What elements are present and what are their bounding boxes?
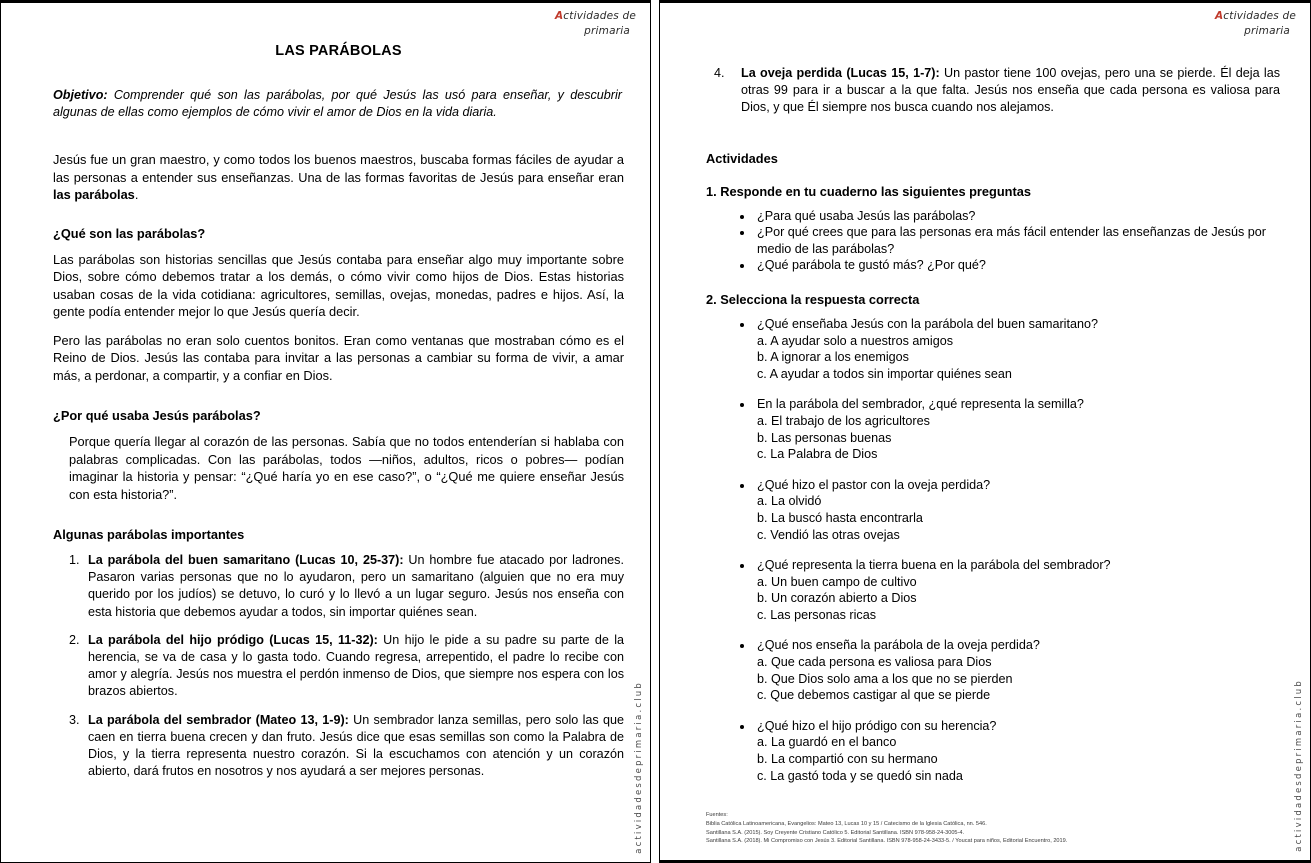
worksheet-page-left [0, 0, 651, 863]
parable-4-title: La oveja perdida (Lucas 15, 1-7): [741, 66, 940, 80]
heading-por-que-usaba: ¿Por qué usaba Jesús parábolas? [53, 408, 261, 423]
parable-2-body: Un hijo le pide a su padre su parte de la herencia, se va de casa y lo gasta todo. Cuando regresa, arrepentido, el padre lo recibe con amor y alegría. Jesús nos muestra el perdón inmenso de Dios, que siempre nos espera con los brazos abiertos. [88, 632, 624, 699]
right-page-content [660, 3, 1310, 860]
sources-label: Fuentes: [706, 811, 728, 818]
left-page-content [1, 3, 650, 862]
parable-1-body: Un hombre fue atacado por ladrones. Pasaron varias personas que no lo ayudaron, pero un samaritano (alguien que no era muy querido por los judíos) se detuvo, lo curó y lo llevó a un lugar seguro. Jesús nos enseña con esta historia que debemos ayudar a todos, sin importar quiénes sean. [88, 553, 624, 619]
page-title: LAS PARÁBOLAS [275, 43, 402, 59]
mc-question-text: ¿Qué enseñaba Jesús con la parábola del buen samaritano? [757, 316, 1098, 331]
list-item-mc-question [754, 637, 1280, 703]
parable-4-number: 4. [714, 66, 725, 80]
objective-text: Comprender qué son las parábolas, por qué Jesús las usó para enseñar, y descubrir algunas de ellas como ejemplos de cómo vivir el amor de Dios en la vida diaria. [53, 88, 622, 119]
mc-question-text: ¿Qué hizo el hijo pródigo con su herencia? [757, 718, 997, 733]
activity-1-heading: 1. Responde en tu cuaderno las siguientes preguntas [706, 183, 1031, 199]
parable-1-title: La parábola del buen samaritano (Lucas 10, 25-37): [88, 553, 404, 567]
mc-option-c[interactable]: c. A ayudar a todos sin importar quiénes sean [757, 366, 1012, 381]
brand-initial-right: A [1214, 10, 1224, 22]
activity-2-heading: 2. Selecciona la respuesta correcta [706, 291, 920, 307]
list-item-parable-3 [83, 712, 624, 781]
parable-4-body: Un pastor tiene 100 ovejas, pero una se pierde. Él deja las otras 99 para ir a buscar a la que falta. Jesús nos enseña que cada persona es valiosa para Dios, y que Él siempre nos busca cuando nos alejamos. [741, 66, 1280, 115]
mc-option-b[interactable]: b. La compartió con su hermano [757, 752, 938, 767]
mc-option-c[interactable]: c. La Palabra de Dios [757, 447, 878, 462]
list-item-parable-2 [83, 632, 624, 701]
heading-que-son-las-parabolas: ¿Qué son las parábolas? [53, 225, 206, 241]
mc-option-c[interactable]: c. Vendió las otras ovejas [757, 527, 900, 542]
source-line: Santillana S.A. (2018). Mi Compromiso con Jesús 3. Editorial Santillana. ISBN 978-958-24-3433-5. / Youcat para niños, Editorial Encuentro, 2019. [706, 838, 1068, 845]
list-item-mc-question [754, 396, 1280, 462]
brand-initial: A [554, 10, 564, 22]
list-item-parable-1 [83, 552, 624, 621]
list-item-mc-question [754, 557, 1280, 623]
intro-text-a: Jesús fue un gran maestro, y como todos los buenos maestros, buscaba formas fáciles de ayudar a las personas a entender sus enseñanzas. Una de las formas favoritas de Jesús para enseñar eran [53, 152, 624, 185]
mc-question-text: ¿Qué representa la tierra buena en la parábola del sembrador? [757, 558, 1111, 573]
mc-option-a[interactable]: a. La olvidó [757, 494, 822, 509]
mc-option-a[interactable]: a. Que cada persona es valiosa para Dios [757, 655, 992, 670]
mc-option-b[interactable]: b. A ignorar a los enemigos [757, 350, 909, 365]
multiple-choice-list [706, 316, 1280, 784]
objective-block [53, 87, 624, 121]
mc-option-a[interactable]: a. El trabajo de los agricultores [757, 413, 930, 428]
mc-option-b[interactable]: b. La buscó hasta encontrarla [757, 510, 923, 525]
list-item-mc-question [754, 477, 1280, 543]
mc-question-text: ¿Qué nos enseña la parábola de la oveja perdida? [757, 638, 1040, 653]
list-item-parable-4 [714, 65, 1280, 117]
list-item-mc-question [754, 718, 1280, 784]
parable-2-title: La parábola del hijo pródigo (Lucas 15, 11-32): [88, 632, 378, 647]
parable-3-title: La parábola del sembrador (Mateo 13, 1-9): [88, 712, 349, 727]
intro-text-c: . [134, 187, 139, 202]
mc-option-a[interactable]: a. La guardó en el banco [757, 735, 897, 750]
mc-option-b[interactable]: b. Las personas buenas [757, 430, 892, 445]
brand-line2: primaria [584, 25, 630, 37]
sources-footer [706, 811, 1280, 846]
list-item-open-question: • ¿Para qué usaba Jesús las parábolas? [754, 208, 1280, 225]
list-item-open-question: • ¿Qué parábola te gustó más? ¿Por qué? [754, 257, 1280, 274]
brand-name-rest: ctividades [563, 10, 619, 22]
vertical-website-url-right: actividadesdeprimaria.club [1294, 679, 1304, 852]
objective-label: Objetivo: [53, 88, 108, 102]
parable-3-body: Un sembrador lanza semillas, pero solo las que caen en tierra buena crecen y dan fruto. Jesús dice que esas semillas son como la Palabra de Dios, y la tierra representa nuestro corazón. Si la escuchamos con atención y un corazón abierto, dará frutos en nosotros y nos ayudará a ser mejores personas. [88, 712, 624, 779]
brand-line2-right: primaria [1244, 25, 1290, 37]
parables-list [53, 552, 624, 780]
paragraph-que-son-2: Pero las parábolas no eran solo cuentos bonitos. Eran como ventanas que mostraban cómo es el Reino de Dios. Jesús las contaba para invitar a las personas a cambiar su forma de vivir, a amar más, a perdonar, a compartir, y a confiar en Dios. [53, 332, 624, 383]
mc-option-a[interactable]: a. A ayudar solo a nuestros amigos [757, 333, 954, 348]
open-questions-list [706, 208, 1280, 274]
mc-option-c[interactable]: c. Las personas ricas [757, 607, 876, 622]
mc-option-b[interactable]: b. Que Dios solo ama a los que no se pierden [757, 671, 1013, 686]
brand-de: de [622, 10, 636, 22]
mc-question-text: ¿Qué hizo el pastor con la oveja perdida? [757, 477, 991, 492]
mc-question-text: En la parábola del sembrador, ¿qué representa la semilla? [757, 397, 1084, 412]
intro-paragraph [53, 151, 624, 204]
source-line: Santillana S.A. (2015). Soy Creyente Cristiano Católico 5. Editorial Santillana. ISBN 978-958-24-3005-4. [706, 829, 965, 836]
parables-list-continued [706, 65, 1280, 117]
list-item-open-question: • ¿Por qué crees que para las personas era más fácil entender las enseñanzas de Jesús por medio de las parábolas? [754, 224, 1280, 257]
heading-algunas-parabolas: Algunas parábolas importantes [53, 527, 245, 542]
worksheet-page-right [659, 0, 1311, 863]
mc-option-a[interactable]: a. Un buen campo de cultivo [757, 574, 917, 589]
mc-option-c[interactable]: c. La gastó toda y se quedó sin nada [757, 768, 963, 783]
mc-option-b[interactable]: b. Un corazón abierto a Dios [757, 591, 917, 606]
source-line: Biblia Católica Latinoamericana, Evangelios: Mateo 13, Lucas 10 y 15 / Catecismo de la Iglesia Católica, nn. 546. [706, 821, 987, 828]
list-item-mc-question [754, 316, 1280, 382]
activities-heading: Actividades [706, 150, 778, 166]
brand-name-rest-right: ctividades [1223, 10, 1279, 22]
paragraph-que-son-1: Las parábolas son historias sencillas que Jesús contaba para enseñar algo muy importante sobre Dios, sobre cómo debemos tratar a los demás, o cómo vivir como hijos de Dios. Estas historias usaban cosas de la vida cotidiana: agricultores, semillas, ovejas, monedas, padres e hijos. Así, la gente podía entender mejor lo que Jesús quería decir. [53, 251, 624, 319]
mc-option-c[interactable]: c. Que debemos castigar al que se pierde [757, 688, 991, 703]
intro-bold: las parábolas [53, 187, 135, 202]
vertical-website-url-left: actividadesdeprimaria.club [634, 681, 644, 854]
brand-de-right: de [1282, 10, 1296, 22]
paragraph-por-que: Porque quería llegar al corazón de las personas. Sabía que no todos entenderían si hablaba con palabras complicadas. Con las parábolas, todos —niños, adultos, ricos o pobres— podían imaginar la historia y pensar: “¿Qué haría yo en ese caso?”, o “¿Qué me quiere enseñar Jesús con esta historia?”. [69, 434, 624, 502]
